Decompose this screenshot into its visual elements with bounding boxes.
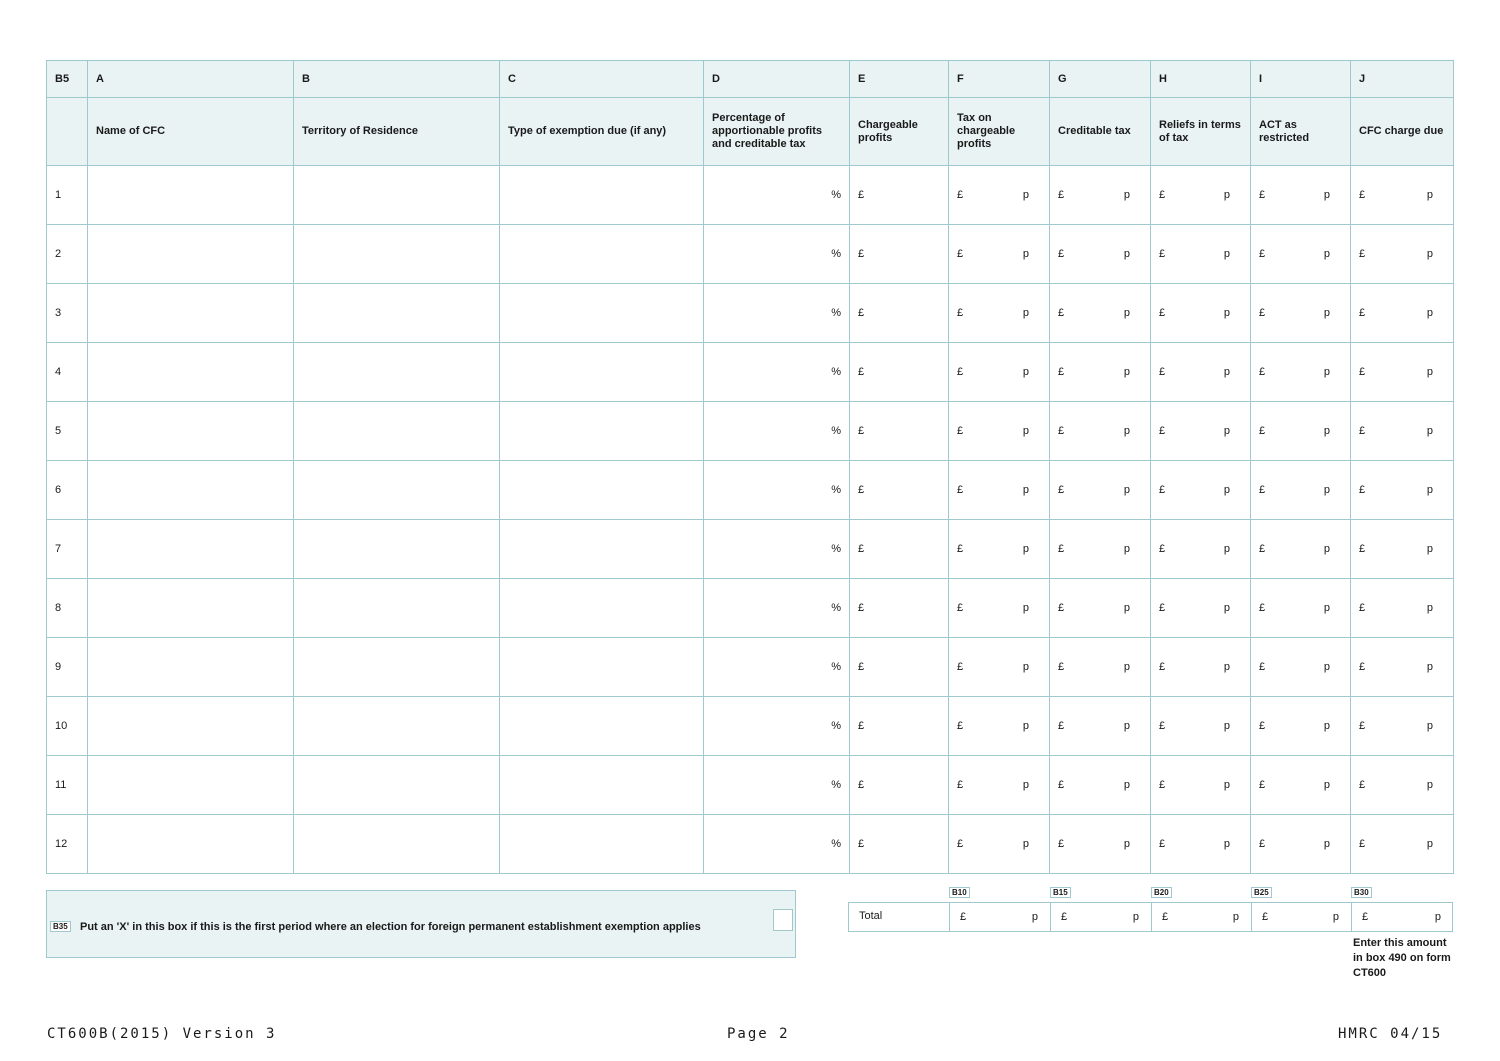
cfc-charge-field[interactable]: £ p xyxy=(1351,461,1454,520)
creditable-tax-field[interactable]: £ p xyxy=(1050,638,1151,697)
percentage-field[interactable]: % xyxy=(704,697,850,756)
column-letters-row xyxy=(47,61,1454,98)
exemption-field[interactable] xyxy=(500,520,704,579)
b35-checkbox[interactable] xyxy=(773,909,793,931)
chargeable-profits-field[interactable]: £ xyxy=(850,756,949,815)
creditable-tax-field[interactable]: £ p xyxy=(1050,520,1151,579)
cfc-charge-field[interactable]: £ p xyxy=(1351,520,1454,579)
cfc-name-field[interactable] xyxy=(88,225,294,284)
cfc-table xyxy=(46,60,1454,874)
percentage-field[interactable]: % xyxy=(704,284,850,343)
total-box-label: B10 xyxy=(949,887,970,898)
row-number: 8 xyxy=(47,579,88,638)
percentage-field[interactable]: % xyxy=(704,756,850,815)
row-number: 10 xyxy=(47,697,88,756)
cfc-charge-field[interactable]: £ p xyxy=(1351,756,1454,815)
col-letter: B xyxy=(294,61,500,98)
reliefs-field[interactable]: £ p xyxy=(1151,461,1251,520)
exemption-field[interactable] xyxy=(500,166,704,225)
row-number: 6 xyxy=(47,461,88,520)
cfc-charge-field[interactable]: £ p xyxy=(1351,402,1454,461)
creditable-tax-field[interactable]: £ p xyxy=(1050,579,1151,638)
territory-field[interactable] xyxy=(294,520,500,579)
territory-field[interactable] xyxy=(294,166,500,225)
act-field[interactable]: £ p xyxy=(1251,638,1351,697)
cfc-name-field[interactable] xyxy=(88,166,294,225)
exemption-field[interactable] xyxy=(500,284,704,343)
act-field[interactable]: £ p xyxy=(1251,225,1351,284)
table-row xyxy=(47,343,1454,402)
act-field[interactable]: £ p xyxy=(1251,756,1351,815)
table-row xyxy=(47,402,1454,461)
total-field-b20[interactable]: £ p xyxy=(1151,903,1251,931)
territory-field[interactable] xyxy=(294,579,500,638)
reliefs-field[interactable]: £ p xyxy=(1151,815,1251,874)
reliefs-field[interactable]: £ p xyxy=(1151,638,1251,697)
totals-row xyxy=(848,902,1453,932)
cfc-charge-field[interactable]: £ p xyxy=(1351,225,1454,284)
tax-field[interactable]: £ p xyxy=(949,815,1050,874)
percentage-field[interactable]: % xyxy=(704,166,850,225)
tax-field[interactable]: £ p xyxy=(949,461,1050,520)
row-number: 5 xyxy=(47,402,88,461)
row-number: 7 xyxy=(47,520,88,579)
cfc-name-field[interactable] xyxy=(88,402,294,461)
col-heading: Type of exemption due (if any) xyxy=(500,98,704,166)
cfc-name-field[interactable] xyxy=(88,697,294,756)
footer-form-id: CT600B(2015) Version 3 xyxy=(47,1026,277,1042)
footer-version: HMRC 04/15 xyxy=(1338,1026,1443,1042)
col-letter: H xyxy=(1151,61,1251,98)
percentage-field[interactable]: % xyxy=(704,638,850,697)
row-number: 11 xyxy=(47,756,88,815)
table-row xyxy=(47,166,1454,225)
creditable-tax-field[interactable]: £ p xyxy=(1050,402,1151,461)
territory-field[interactable] xyxy=(294,815,500,874)
percentage-field[interactable]: % xyxy=(704,225,850,284)
col-letter: J xyxy=(1351,61,1454,98)
percentage-field[interactable]: % xyxy=(704,815,850,874)
table-row xyxy=(47,815,1454,874)
creditable-tax-field[interactable]: £ p xyxy=(1050,697,1151,756)
reliefs-field[interactable]: £ p xyxy=(1151,697,1251,756)
creditable-tax-field[interactable]: £ p xyxy=(1050,756,1151,815)
creditable-tax-field[interactable]: £ p xyxy=(1050,461,1151,520)
territory-field[interactable] xyxy=(294,343,500,402)
col-heading: Reliefs in terms of tax xyxy=(1151,98,1251,166)
percentage-field[interactable]: % xyxy=(704,579,850,638)
cfc-charge-field[interactable]: £ p xyxy=(1351,697,1454,756)
exemption-field[interactable] xyxy=(500,697,704,756)
column-headings-row xyxy=(47,98,1454,166)
exemption-field[interactable] xyxy=(500,343,704,402)
total-field-b25[interactable]: £ p xyxy=(1251,903,1351,931)
col-heading: Chargeable profits xyxy=(850,98,949,166)
tax-field[interactable]: £ p xyxy=(949,756,1050,815)
tax-field[interactable]: £ p xyxy=(949,284,1050,343)
act-field[interactable]: £ p xyxy=(1251,166,1351,225)
chargeable-profits-field[interactable]: £ xyxy=(850,343,949,402)
tax-field[interactable]: £ p xyxy=(949,166,1050,225)
act-field[interactable]: £ p xyxy=(1251,520,1351,579)
tax-field[interactable]: £ p xyxy=(949,402,1050,461)
chargeable-profits-field[interactable]: £ xyxy=(850,579,949,638)
cfc-charge-field[interactable]: £ p xyxy=(1351,815,1454,874)
exemption-field[interactable] xyxy=(500,402,704,461)
col-letter: G xyxy=(1050,61,1151,98)
chargeable-profits-field[interactable]: £ xyxy=(850,638,949,697)
reliefs-field[interactable]: £ p xyxy=(1151,756,1251,815)
total-field-b10[interactable]: £ p xyxy=(949,903,1050,931)
col-letter: F xyxy=(949,61,1050,98)
act-field[interactable]: £ p xyxy=(1251,815,1351,874)
territory-field[interactable] xyxy=(294,461,500,520)
exemption-field[interactable] xyxy=(500,638,704,697)
creditable-tax-field[interactable]: £ p xyxy=(1050,284,1151,343)
exemption-field[interactable] xyxy=(500,579,704,638)
tax-field[interactable]: £ p xyxy=(949,579,1050,638)
total-box-label: B30 xyxy=(1351,887,1372,898)
col-heading: Percentage of apportionable profits and creditable tax xyxy=(704,98,850,166)
cfc-name-field[interactable] xyxy=(88,756,294,815)
territory-field[interactable] xyxy=(294,697,500,756)
reliefs-field[interactable]: £ p xyxy=(1151,520,1251,579)
percentage-field[interactable]: % xyxy=(704,343,850,402)
cfc-name-field[interactable] xyxy=(88,343,294,402)
cfc-charge-field[interactable]: £ p xyxy=(1351,638,1454,697)
b35-text: Put an 'X' in this box if this is the first period where an election for foreign permanent establishment exemption applies xyxy=(80,921,701,933)
cfc-charge-field[interactable]: £ p xyxy=(1351,579,1454,638)
reliefs-field[interactable]: £ p xyxy=(1151,402,1251,461)
col-letter: E xyxy=(850,61,949,98)
cfc-charge-field[interactable]: £ p xyxy=(1351,284,1454,343)
col-letter: C xyxy=(500,61,704,98)
cfc-name-field[interactable] xyxy=(88,638,294,697)
totals-label: Total xyxy=(859,910,883,922)
col-heading: Name of CFC xyxy=(88,98,294,166)
tax-field[interactable]: £ p xyxy=(949,225,1050,284)
percentage-field[interactable]: % xyxy=(704,520,850,579)
reliefs-field[interactable]: £ p xyxy=(1151,225,1251,284)
cfc-name-field[interactable] xyxy=(88,579,294,638)
exemption-field[interactable] xyxy=(500,815,704,874)
cfc-charge-field[interactable]: £ p xyxy=(1351,343,1454,402)
territory-field[interactable] xyxy=(294,402,500,461)
creditable-tax-field[interactable]: £ p xyxy=(1050,225,1151,284)
exemption-field[interactable] xyxy=(500,461,704,520)
table-row xyxy=(47,638,1454,697)
act-field[interactable]: £ p xyxy=(1251,579,1351,638)
row-number: 12 xyxy=(47,815,88,874)
tax-field[interactable]: £ p xyxy=(949,520,1050,579)
row-number: 2 xyxy=(47,225,88,284)
act-field[interactable]: £ p xyxy=(1251,402,1351,461)
creditable-tax-field[interactable]: £ p xyxy=(1050,815,1151,874)
col-letter: I xyxy=(1251,61,1351,98)
total-field-b30[interactable]: £ p xyxy=(1351,903,1453,931)
col-heading: Creditable tax xyxy=(1050,98,1151,166)
col-letter: D xyxy=(704,61,850,98)
tax-field[interactable]: £ p xyxy=(949,697,1050,756)
chargeable-profits-field[interactable]: £ xyxy=(850,697,949,756)
cfc-name-field[interactable] xyxy=(88,284,294,343)
percentage-field[interactable]: % xyxy=(704,402,850,461)
footer-page: Page 2 xyxy=(727,1026,790,1042)
cfc-name-field[interactable] xyxy=(88,815,294,874)
creditable-tax-field[interactable]: £ p xyxy=(1050,166,1151,225)
territory-field[interactable] xyxy=(294,225,500,284)
table-row xyxy=(47,697,1454,756)
reliefs-field[interactable]: £ p xyxy=(1151,343,1251,402)
table-row xyxy=(47,520,1454,579)
total-box-label: B20 xyxy=(1151,887,1172,898)
col-heading: CFC charge due xyxy=(1351,98,1454,166)
reliefs-field[interactable]: £ p xyxy=(1151,579,1251,638)
enter-amount-note: Enter this amount in box 490 on form CT600 xyxy=(1353,937,1451,979)
territory-field[interactable] xyxy=(294,756,500,815)
chargeable-profits-field[interactable]: £ xyxy=(850,461,949,520)
section-box-label: B5 xyxy=(47,61,88,98)
table-row xyxy=(47,756,1454,815)
tax-field[interactable]: £ p xyxy=(949,343,1050,402)
row-number: 4 xyxy=(47,343,88,402)
row-number: 1 xyxy=(47,166,88,225)
row-number: 3 xyxy=(47,284,88,343)
cfc-charge-field[interactable]: £ p xyxy=(1351,166,1454,225)
total-box-label: B15 xyxy=(1050,887,1071,898)
territory-field[interactable] xyxy=(294,638,500,697)
chargeable-profits-field[interactable]: £ xyxy=(850,815,949,874)
chargeable-profits-field[interactable]: £ xyxy=(850,225,949,284)
total-box-label: B25 xyxy=(1251,887,1272,898)
col-heading: Tax on chargeable profits xyxy=(949,98,1050,166)
row-number: 9 xyxy=(47,638,88,697)
col-heading: Territory of Residence xyxy=(294,98,500,166)
cfc-name-field[interactable] xyxy=(88,520,294,579)
reliefs-field[interactable]: £ p xyxy=(1151,166,1251,225)
exemption-field[interactable] xyxy=(500,756,704,815)
chargeable-profits-field[interactable]: £ xyxy=(850,520,949,579)
chargeable-profits-field[interactable]: £ xyxy=(850,166,949,225)
table-row xyxy=(47,284,1454,343)
chargeable-profits-field[interactable]: £ xyxy=(850,402,949,461)
act-field[interactable]: £ p xyxy=(1251,461,1351,520)
act-field[interactable]: £ p xyxy=(1251,284,1351,343)
table-row xyxy=(47,461,1454,520)
act-field[interactable]: £ p xyxy=(1251,343,1351,402)
percentage-field[interactable]: % xyxy=(704,461,850,520)
chargeable-profits-field[interactable]: £ xyxy=(850,284,949,343)
cfc-name-field[interactable] xyxy=(88,461,294,520)
reliefs-field[interactable]: £ p xyxy=(1151,284,1251,343)
col-letter: A xyxy=(88,61,294,98)
col-heading: ACT as restricted xyxy=(1251,98,1351,166)
exemption-field[interactable] xyxy=(500,225,704,284)
act-field[interactable]: £ p xyxy=(1251,697,1351,756)
creditable-tax-field[interactable]: £ p xyxy=(1050,343,1151,402)
total-field-b15[interactable]: £ p xyxy=(1050,903,1151,931)
tax-field[interactable]: £ p xyxy=(949,638,1050,697)
b35-election-panel xyxy=(46,890,796,958)
table-row xyxy=(47,225,1454,284)
b35-box-label: B35 xyxy=(50,921,71,932)
table-row xyxy=(47,579,1454,638)
territory-field[interactable] xyxy=(294,284,500,343)
